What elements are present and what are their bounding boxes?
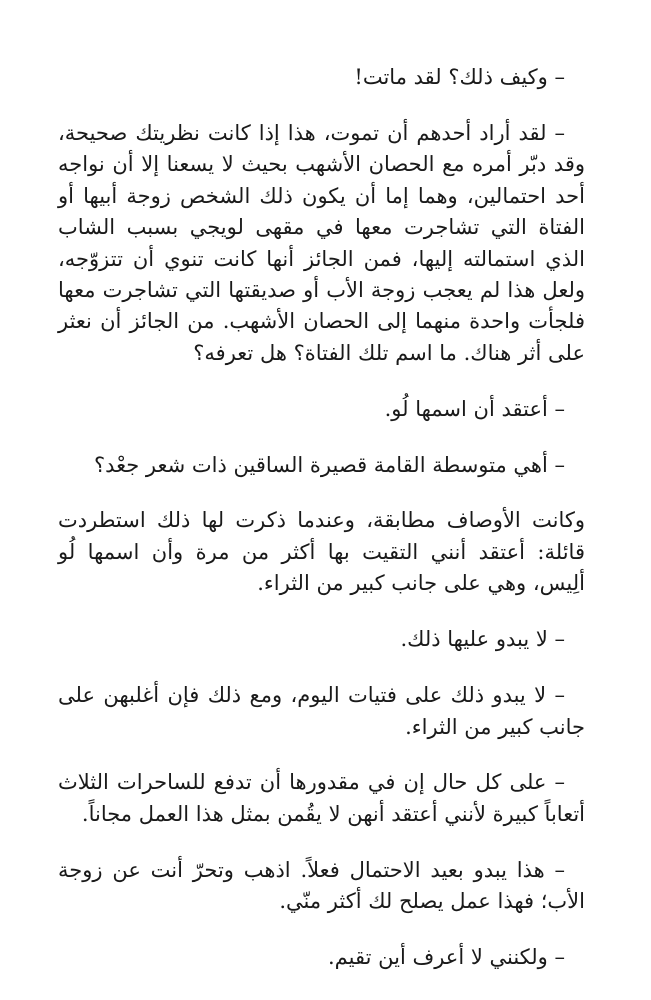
dialogue-paragraph: – أعتقد أن اسمها لُو.: [384, 396, 565, 421]
dialogue-paragraph: – لا يبدو عليها ذلك.: [400, 627, 565, 652]
dialogue-paragraph: – وكيف ذلك؟ لقد ماتت!: [354, 65, 565, 89]
narrative-paragraph: وكانت الأوصاف مطابقة، وعندما ذكرت لها ذلك استطردت قائلة: أعتقد أنني التقيت بها أكثر من مرة وأن اسمها لُو ألِيس، وهي على جانب كبير من الثراء.: [58, 508, 585, 596]
dialogue-paragraph: – لقد أراد أحدهم أن تموت، هذا إذا كانت نظريتك صحيحة، وقد دبّر أمره مع الحصان الأشهب بحيث لا يسعنا إلا أن نواجه أحد احتمالين، وهما إما أن يكون ذلك الشخص زوجة أبيها أو الفتاة التي تشاجرت معها في مقهى لويجي بسبب الشاب الذي استمالته إليها، فمن الجائز أنها كانت تنوي أن تتزوّجه، ولعل هذا لم يعجب زوجة الأب أو صديقتها التي تشاجرت معها فلجأت واحدة منهما إلى الحصان الأشهب. من الجائز أن نعثر على أثر هناك. ما اسم تلك الفتاة؟ هل تعرفه؟: [58, 120, 585, 365]
book-page: [58, 62, 585, 998]
dialogue-paragraph: – أهي متوسطة القامة قصيرة الساقين ذات شعر جعْد؟: [93, 452, 565, 477]
dialogue-paragraph: – على كل حال إن في مقدورها أن تدفع للساحرات الثلاث أتعاباً كبيرة لأنني أعتقد أنهن لا يقُمن بمثل هذا العمل مجاناً.: [58, 770, 585, 826]
dialogue-paragraph: – هذا يبدو بعيد الاحتمال فعلاً. اذهب وتحرّ أنت عن زوجة الأب؛ فهذا عمل يصلح لك أكثر منّي.: [58, 857, 585, 914]
dialogue-paragraph: – لا يبدو ذلك على فتيات اليوم، ومع ذلك فإن أغلبهن على جانب كبير من الثراء.: [58, 683, 585, 739]
dialogue-paragraph: – ولكنني لا أعرف أين تقيم.: [327, 945, 565, 970]
